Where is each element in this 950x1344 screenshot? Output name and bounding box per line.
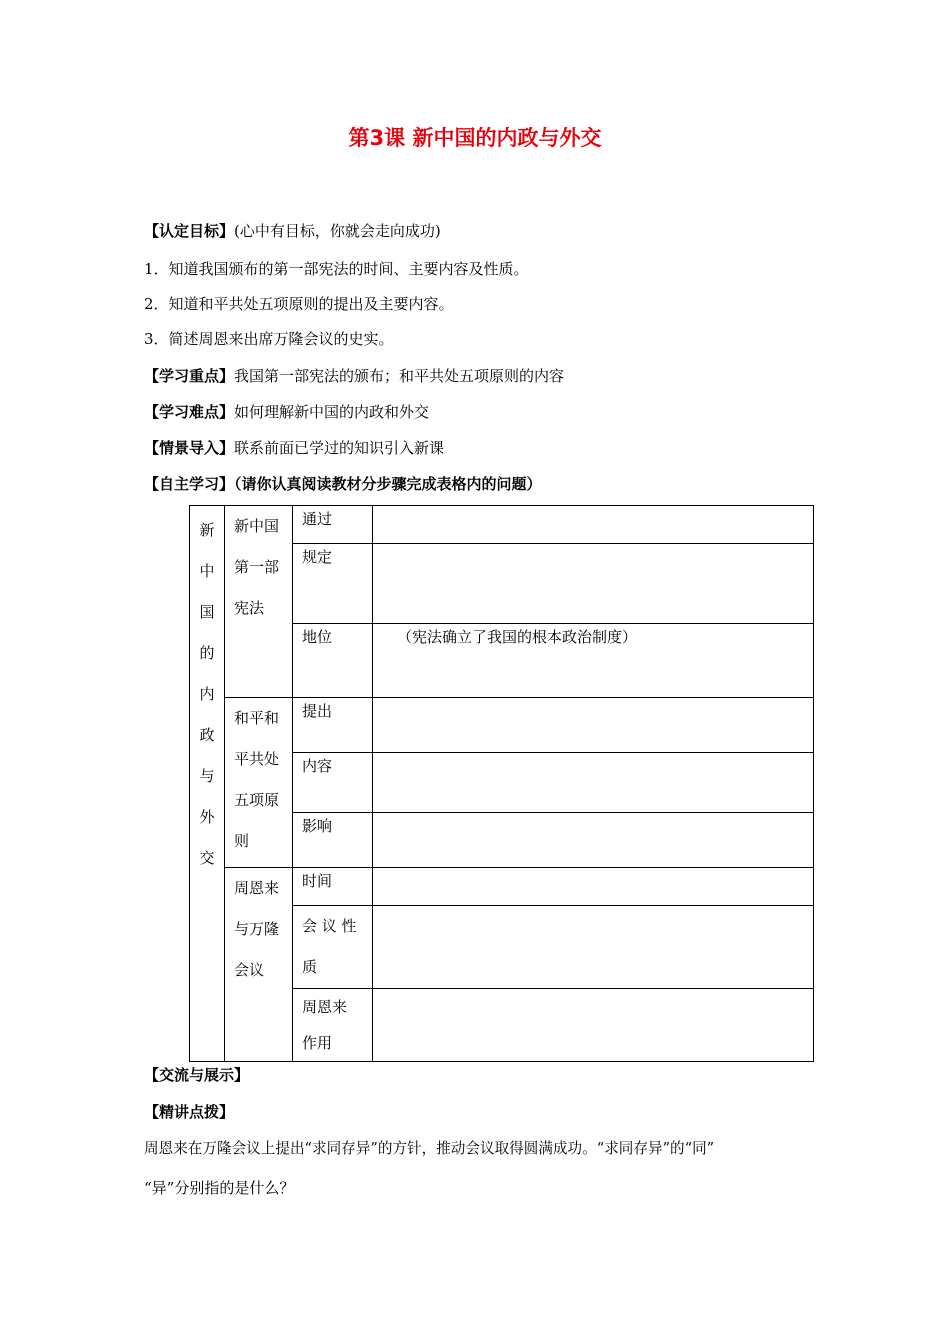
- objective-item: 2．知道和平共处五项原则的提出及主要内容。: [144, 295, 454, 313]
- row-label: 提出: [293, 698, 373, 753]
- answer-cell[interactable]: [373, 868, 814, 906]
- key-points: [144, 365, 564, 386]
- row-label: 影响: [293, 813, 373, 868]
- objective-item: 1．知道我国颁布的第一部宪法的时间、主要内容及性质。: [144, 260, 529, 278]
- key-points-label: 【学习重点】: [144, 367, 235, 385]
- objective-item: 3．简述周恩来出席万隆会议的史实。: [144, 330, 394, 348]
- answer-cell[interactable]: （宪法确立了我国的根本政治制度）: [373, 624, 814, 698]
- answer-cell[interactable]: [373, 813, 814, 868]
- answer-cell[interactable]: [373, 906, 814, 989]
- self-study: [144, 473, 542, 494]
- row-label: 规定: [293, 544, 373, 624]
- explain-text-line2: “异”分别指的是什么？: [144, 1179, 295, 1197]
- objectives-hint: (心中有目标，你就会走向成功): [234, 222, 441, 240]
- difficulties-text: 如何理解新中国的内政和外交: [234, 403, 430, 421]
- row-label: 时间: [293, 868, 373, 906]
- table-main-label: 新 中 国 的 内 政 与 外 交: [190, 506, 225, 1062]
- row-label: 通过: [293, 506, 373, 544]
- row-label: 周恩来 作用: [293, 989, 373, 1062]
- objectives-label: 【认定目标】: [144, 222, 235, 240]
- group-five-principles: 和平和 平共处 五项原 则: [225, 698, 293, 868]
- answer-cell[interactable]: [373, 544, 814, 624]
- explain-label: 【精讲点拨】: [144, 1103, 235, 1121]
- objectives-heading: [144, 220, 441, 241]
- study-table: [189, 505, 814, 1062]
- intro-label: 【情景导入】: [144, 439, 235, 457]
- group-constitution: 新中国 第一部 宪法: [225, 506, 293, 698]
- self-study-text: （请你认真阅读教材分步骤完成表格内的问题）: [234, 475, 542, 493]
- answer-cell[interactable]: [373, 989, 814, 1062]
- row-label: 地位: [293, 624, 373, 698]
- difficulties: [144, 401, 429, 422]
- row-label: 会 议 性 质: [293, 906, 373, 989]
- explain-text-line1: 周恩来在万隆会议上提出“求同存异”的方针，推动会议取得圆满成功。“求同存异”的“同”: [144, 1140, 715, 1157]
- key-points-text: 我国第一部宪法的颁布；和平共处五项原则的内容: [234, 367, 565, 385]
- table-row: [190, 506, 814, 544]
- difficulties-label: 【学习难点】: [144, 403, 235, 421]
- group-bandung: 周恩来 与万隆 会议: [225, 868, 293, 1062]
- page-title: 第3课 新中国的内政与外交: [348, 126, 602, 150]
- exchange-label: 【交流与展示】: [144, 1066, 250, 1084]
- answer-cell[interactable]: [373, 698, 814, 753]
- table-row: [190, 698, 814, 753]
- scenario-intro: [144, 437, 444, 458]
- row-label: 内容: [293, 753, 373, 813]
- self-study-label: 【自主学习】: [144, 475, 235, 493]
- table-row: [190, 868, 814, 906]
- answer-cell[interactable]: [373, 506, 814, 544]
- intro-text: 联系前面已学过的知识引入新课: [234, 439, 445, 457]
- answer-cell[interactable]: [373, 753, 814, 813]
